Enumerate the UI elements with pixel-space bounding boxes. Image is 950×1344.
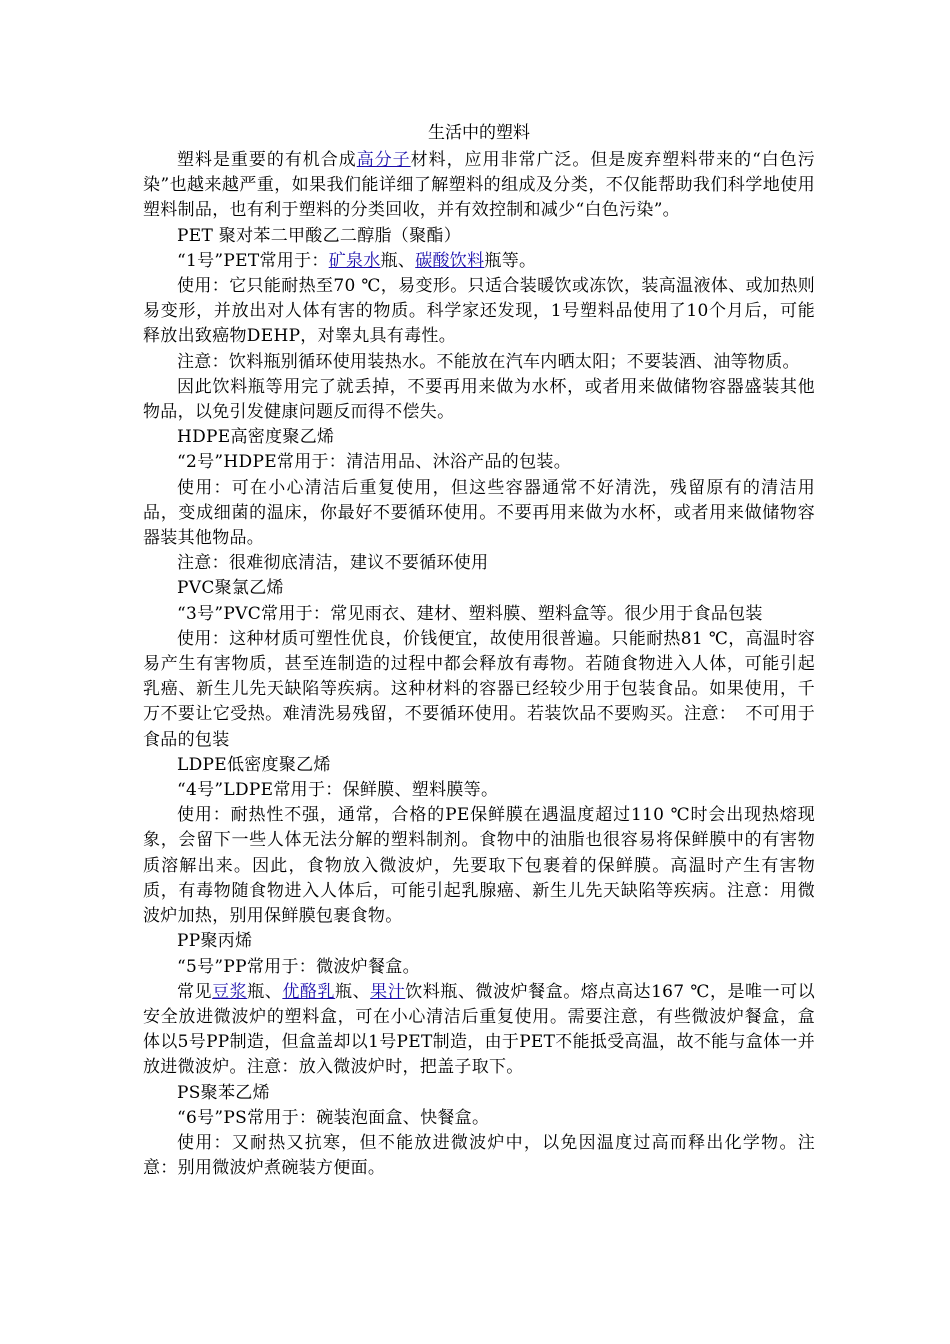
pet-uses-text-a: “1号”PET常用于： [177,250,329,271]
pvc-usage: 使用：这种材质可塑性优良，价钱便宜，故使用很普遍。只能耐热81 ℃，高温时容易产生有害物质，甚至连制造的过程中都会释放有毒物。若随食物进入人体，可能引起乳癌、新生儿先天缺陷等疾病。这种材料的容器已经较少用于包装食品。如果使用，千万不要让它受热。难清洗易残留，不要循环使用。若装饮品不要购买。注意： 不可用于食品的包装 [143,628,815,750]
link-yogurt[interactable]: 优酪乳 [282,981,336,1002]
pp-usage-text-c: 瓶、 [335,981,371,1002]
pet-uses-text-c: 瓶等。 [484,250,537,271]
pvc-heading: PVC聚氯乙烯 [177,578,284,599]
ps-usage: 使用：又耐热又抗寒，但不能放进微波炉中，以免因温度过高而释出化学物。注意：别用微波炉煮碗装方便面。 [143,1132,815,1179]
link-juice[interactable]: 果汁 [370,981,406,1002]
pp-usage-text-b: 瓶、 [247,981,283,1002]
hdpe-heading: HDPE高密度聚乙烯 [177,427,335,448]
hdpe-usage: 使用：可在小心清洁后重复使用，但这些容器通常不好清洗，残留原有的清洁用品，变成细菌的温床，你最好不要循环使用。不要再用来做为水杯，或者用来做储物容器装其他物品。 [143,477,815,549]
intro-text-a: 塑料是重要的有机合成 [177,150,357,170]
document-title: 生活中的塑料 [428,123,530,143]
link-polymer[interactable]: 高分子 [356,150,411,170]
ldpe-heading: LDPE低密度聚乙烯 [177,754,331,775]
pet-heading: PET 聚对苯二甲酸乙二醇脂（聚酯） [177,225,461,246]
pet-uses-text-b: 瓶、 [380,250,416,271]
pp-usage [143,980,815,1081]
pet-uses [143,249,815,274]
pp-usage-text-a: 常见 [177,981,213,1002]
hdpe-note: 注意：很难彻底清洁，建议不要循环使用 [177,553,489,574]
pvc-uses: “3号”PVC常用于：常见雨衣、建材、塑料膜、塑料盒等。很少用于食品包装 [177,603,763,624]
pp-heading: PP聚丙烯 [177,931,253,952]
pet-note: 注意：饮料瓶别循环使用装热水。不能放在汽车内晒太阳；不要装酒、油等物质。 [177,351,800,372]
link-mineral-water[interactable]: 矿泉水 [328,250,381,271]
pp-uses: “5号”PP常用于：微波炉餐盒。 [177,956,420,977]
link-carbonated-drink[interactable]: 碳酸饮料 [415,250,485,271]
ldpe-usage: 使用：耐热性不强，通常，合格的PE保鲜膜在遇温度超过110 ℃时会出现热熔现象，会留下一些人体无法分解的塑料制剂。食物中的油脂也很容易将保鲜膜中的有害物质溶解出来。因此，食物放入微波炉，先要取下包裹着的保鲜膜。高温时产生有害物质，有毒物随食物进入人体后，可能引起乳腺癌、新生儿先天缺陷等疾病。注意：用微波炉加热，别用保鲜膜包裹食物。 [143,805,815,927]
hdpe-uses: “2号”HDPE常用于：清洁用品、沐浴产品的包装。 [177,452,571,473]
ps-uses: “6号”PS常用于：碗装泡面盒、快餐盒。 [177,1107,490,1128]
pet-usage: 使用：它只能耐热至70 ℃，易变形。只适合装暖饮或冻饮，装高温液体、或加热则易变形，并放出对人体有害的物质。科学家还发现，1号塑料品使用了10个月后，可能释放出致癌物DEHP，对睾丸具有毒性。 [143,276,815,347]
pp-usage-text-d: 饮料瓶、微波炉餐盒。熔点高达167 ℃，是唯一可以安全放进微波炉的塑料盒，可在小心清洁后重复使用。需要注意，有些微波炉餐盒，盒体以5号PP制造，但盒盖却以1号PET制造，由于PET不能抵受高温，故不能与盒体一并放进微波炉。注意：放入微波炉时，把盖子取下。 [143,981,816,1078]
pet-extra: 因此饮料瓶等用完了就丢掉，不要再用来做为水杯，或者用来做储物容器盛装其他物品，以免引发健康问题反而得不偿失。 [143,376,815,423]
intro-paragraph [143,148,815,224]
ps-heading: PS聚苯乙烯 [177,1082,270,1103]
intro-text-b: 材料，应用非常广泛。但是废弃塑料带来的“白色污染”也越来越严重，如果我们能详细了解塑料的组成及分类，不仅能帮助我们科学地使用塑料制品，也有利于塑料的分类回收，并有效控制和减少“白色污染”。 [143,150,816,221]
ldpe-uses: “4号”LDPE常用于：保鲜膜、塑料膜等。 [177,780,499,801]
document-page [143,118,815,1181]
link-soy-milk[interactable]: 豆浆 [212,981,248,1002]
